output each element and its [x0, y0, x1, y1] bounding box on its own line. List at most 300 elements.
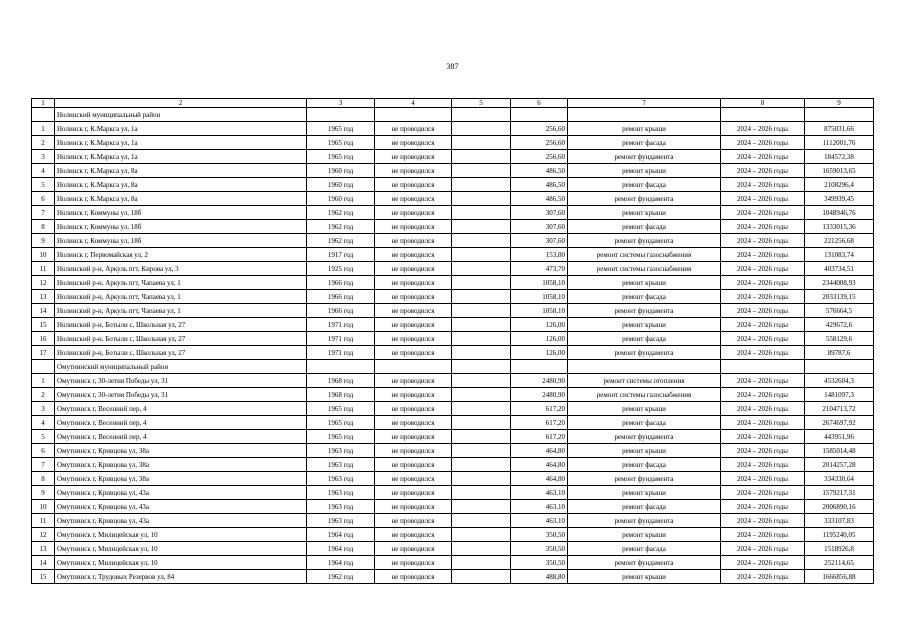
cell-address: Нолинск г, К.Маркса ул, 8а [55, 164, 307, 178]
cell-year: 1963 год [307, 486, 375, 500]
table-row [32, 136, 874, 150]
cell-area: 307,60 [511, 220, 568, 234]
cell-work-type: ремонт фасада [568, 416, 721, 430]
cell-period: 2024 – 2026 годы [721, 304, 805, 318]
cell-index: 8 [32, 472, 55, 486]
cell-work-type: ремонт фундамента [568, 514, 721, 528]
cell-col5 [452, 248, 511, 262]
cell-address: Нолинск г, К.Маркса ул, 8а [55, 192, 307, 206]
column-number-cell: 3 [307, 99, 375, 108]
cell-col5 [452, 150, 511, 164]
cell-col5 [452, 444, 511, 458]
cell-year: 1960 год [307, 192, 375, 206]
cell-year: 1965 год [307, 430, 375, 444]
cell-work-type: ремонт крыши [568, 486, 721, 500]
cell-period: 2024 – 2026 годы [721, 318, 805, 332]
section-header-empty-cell [307, 108, 375, 122]
cell-area: 126,00 [511, 318, 568, 332]
cell-last-repair: не проводился [375, 164, 452, 178]
cell-area: 256,60 [511, 136, 568, 150]
cell-period: 2024 – 2026 годы [721, 206, 805, 220]
cell-last-repair: не проводился [375, 458, 452, 472]
cell-index: 11 [32, 262, 55, 276]
cell-cost: 1666856,88 [805, 570, 874, 584]
cell-year: 1962 год [307, 234, 375, 248]
cell-last-repair: не проводился [375, 178, 452, 192]
cell-area: 486,50 [511, 178, 568, 192]
cell-cost: 1048946,76 [805, 206, 874, 220]
table-row [32, 402, 874, 416]
section-header-empty-cell [452, 108, 511, 122]
cell-index: 12 [32, 528, 55, 542]
cell-index: 11 [32, 514, 55, 528]
cell-cost: 334330,64 [805, 472, 874, 486]
cell-period: 2024 – 2026 годы [721, 122, 805, 136]
cell-area: 307,60 [511, 234, 568, 248]
section-header-empty-cell [721, 108, 805, 122]
cell-area: 464,80 [511, 458, 568, 472]
cell-area: 1058,10 [511, 290, 568, 304]
section-header-empty-cell [511, 360, 568, 374]
cell-index: 15 [32, 570, 55, 584]
cell-period: 2024 – 2026 годы [721, 500, 805, 514]
column-number-cell: 5 [452, 99, 511, 108]
cell-year: 1968 год [307, 374, 375, 388]
cell-col5 [452, 178, 511, 192]
cell-year: 1965 год [307, 136, 375, 150]
cell-area: 617,20 [511, 402, 568, 416]
cell-period: 2024 – 2026 годы [721, 430, 805, 444]
cell-work-type: ремонт фундамента [568, 472, 721, 486]
section-header-empty-cell [568, 360, 721, 374]
cell-cost: 1518926,8 [805, 542, 874, 556]
cell-address: Нолинск г, К.Маркса ул, 1а [55, 150, 307, 164]
cell-work-type: ремонт фундамента [568, 150, 721, 164]
cell-last-repair: не проводился [375, 192, 452, 206]
cell-index: 9 [32, 234, 55, 248]
cell-cost: 875031,66 [805, 122, 874, 136]
cell-period: 2024 – 2026 годы [721, 332, 805, 346]
cell-last-repair: не проводился [375, 388, 452, 402]
cell-col5 [452, 262, 511, 276]
cell-year: 1960 год [307, 178, 375, 192]
cell-address: Нолинский р-н, Аркуль пгт, Чапаева ул, 1 [55, 290, 307, 304]
cell-last-repair: не проводился [375, 262, 452, 276]
cell-year: 1966 год [307, 304, 375, 318]
cell-year: 1963 год [307, 444, 375, 458]
cell-cost: 252114,65 [805, 556, 874, 570]
cell-work-type: ремонт фасада [568, 458, 721, 472]
table-row [32, 528, 874, 542]
table-body [32, 99, 874, 584]
cell-work-type: ремонт фундамента [568, 304, 721, 318]
cell-period: 2024 – 2026 годы [721, 234, 805, 248]
cell-year: 1965 год [307, 122, 375, 136]
table-row [32, 234, 874, 248]
cell-last-repair: не проводился [375, 542, 452, 556]
cell-col5 [452, 136, 511, 150]
cell-index: 9 [32, 486, 55, 500]
cell-year: 1966 год [307, 276, 375, 290]
cell-col5 [452, 192, 511, 206]
cell-year: 1965 год [307, 402, 375, 416]
cell-area: 126,00 [511, 346, 568, 360]
cell-area: 463,10 [511, 514, 568, 528]
cell-area: 473,70 [511, 262, 568, 276]
cell-index: 2 [32, 136, 55, 150]
cell-col5 [452, 388, 511, 402]
cell-work-type: ремонт фасада [568, 542, 721, 556]
cell-address: Нолинск г, К.Маркса ул, 1а [55, 122, 307, 136]
cell-area: 463,10 [511, 500, 568, 514]
table-row [32, 332, 874, 346]
cell-address: Омутнинск г, Кривцова ул, 38а [55, 472, 307, 486]
cell-address: Омутнинск г, Милицейская ул, 10 [55, 528, 307, 542]
table-row [32, 374, 874, 388]
cell-work-type: ремонт фасада [568, 332, 721, 346]
section-header-empty-cell [452, 360, 511, 374]
cell-work-type: ремонт фасада [568, 178, 721, 192]
cell-col5 [452, 276, 511, 290]
cell-work-type: ремонт системы газоснабжения [568, 248, 721, 262]
cell-index: 10 [32, 248, 55, 262]
cell-address: Омутнинск г, 30-летия Победы ул, 31 [55, 374, 307, 388]
cell-cost: 4532604,3 [805, 374, 874, 388]
cell-year: 1965 год [307, 150, 375, 164]
cell-index: 8 [32, 220, 55, 234]
table-row [32, 472, 874, 486]
cell-last-repair: не проводился [375, 248, 452, 262]
cell-area: 2480,90 [511, 374, 568, 388]
cell-area: 307,60 [511, 206, 568, 220]
cell-year: 1962 год [307, 206, 375, 220]
cell-cost: 349939,45 [805, 192, 874, 206]
table-row [32, 570, 874, 584]
cell-last-repair: не проводился [375, 514, 452, 528]
cell-period: 2024 – 2026 годы [721, 444, 805, 458]
cell-last-repair: не проводился [375, 346, 452, 360]
cell-period: 2024 – 2026 годы [721, 570, 805, 584]
table-row [32, 248, 874, 262]
cell-last-repair: не проводился [375, 318, 452, 332]
column-number-cell: 4 [375, 99, 452, 108]
cell-col5 [452, 402, 511, 416]
cell-index: 3 [32, 402, 55, 416]
repair-register-table [31, 98, 874, 584]
table-row [32, 206, 874, 220]
cell-last-repair: не проводился [375, 444, 452, 458]
cell-year: 1962 год [307, 570, 375, 584]
cell-index: 15 [32, 318, 55, 332]
cell-area: 126,00 [511, 332, 568, 346]
table-row [32, 164, 874, 178]
cell-period: 2024 – 2026 годы [721, 458, 805, 472]
cell-col5 [452, 318, 511, 332]
cell-year: 1917 год [307, 248, 375, 262]
cell-last-repair: не проводился [375, 374, 452, 388]
section-header-row [32, 108, 874, 122]
section-header-empty-cell [307, 360, 375, 374]
table-row [32, 290, 874, 304]
cell-address: Омутнинск г, Трудовых Резервов ул, 84 [55, 570, 307, 584]
cell-year: 1964 год [307, 542, 375, 556]
cell-last-repair: не проводился [375, 234, 452, 248]
cell-cost: 1333015,36 [805, 220, 874, 234]
cell-period: 2024 – 2026 годы [721, 402, 805, 416]
cell-index: 10 [32, 500, 55, 514]
table-row [32, 262, 874, 276]
cell-col5 [452, 374, 511, 388]
cell-col5 [452, 220, 511, 234]
cell-work-type: ремонт фундамента [568, 430, 721, 444]
cell-area: 350,50 [511, 528, 568, 542]
cell-address: Нолинск г, Коммуны ул, 18б [55, 220, 307, 234]
cell-area: 2480,90 [511, 388, 568, 402]
cell-year: 1966 год [307, 290, 375, 304]
cell-work-type: ремонт крыши [568, 570, 721, 584]
cell-cost: 1659013,65 [805, 164, 874, 178]
cell-work-type: ремонт системы газоснабжения [568, 388, 721, 402]
cell-cost: 1112001,76 [805, 136, 874, 150]
cell-cost: 2108296,4 [805, 178, 874, 192]
cell-col5 [452, 528, 511, 542]
cell-year: 1963 год [307, 472, 375, 486]
cell-address: Нолинск г, Коммуны ул, 18б [55, 206, 307, 220]
cell-period: 2024 – 2026 годы [721, 374, 805, 388]
table-row [32, 542, 874, 556]
cell-year: 1963 год [307, 458, 375, 472]
cell-cost: 1579217,31 [805, 486, 874, 500]
cell-period: 2024 – 2026 годы [721, 416, 805, 430]
cell-address: Омутнинск г, Кривцова ул, 38а [55, 444, 307, 458]
cell-period: 2024 – 2026 годы [721, 514, 805, 528]
cell-last-repair: не проводился [375, 402, 452, 416]
section-header-empty-cell [721, 360, 805, 374]
cell-address: Нолинск г, Коммуны ул, 18б [55, 234, 307, 248]
cell-col5 [452, 458, 511, 472]
cell-area: 350,50 [511, 556, 568, 570]
cell-area: 464,80 [511, 472, 568, 486]
cell-cost: 2104713,72 [805, 402, 874, 416]
cell-index: 17 [32, 346, 55, 360]
cell-area: 617,20 [511, 430, 568, 444]
cell-address: Нолинский р-н, Аркуль пгт, Чапаева ул, 1 [55, 304, 307, 318]
cell-area: 463,10 [511, 486, 568, 500]
column-number-cell: 2 [55, 99, 307, 108]
cell-area: 488,80 [511, 570, 568, 584]
cell-cost: 221256,68 [805, 234, 874, 248]
cell-index: 13 [32, 542, 55, 556]
cell-index: 6 [32, 444, 55, 458]
cell-work-type: ремонт крыши [568, 122, 721, 136]
cell-cost: 2006890,16 [805, 500, 874, 514]
cell-index: 6 [32, 192, 55, 206]
cell-work-type: ремонт крыши [568, 444, 721, 458]
cell-cost: 2344008,93 [805, 276, 874, 290]
cell-address: Нолинский р-н, Ботыли с, Школьная ул, 27 [55, 346, 307, 360]
cell-work-type: ремонт крыши [568, 402, 721, 416]
table-row [32, 122, 874, 136]
cell-col5 [452, 570, 511, 584]
cell-last-repair: не проводился [375, 500, 452, 514]
cell-cost: 429672,6 [805, 318, 874, 332]
cell-last-repair: не проводился [375, 304, 452, 318]
cell-work-type: ремонт системы газоснабжения [568, 262, 721, 276]
cell-cost: 1195240,05 [805, 528, 874, 542]
cell-col5 [452, 500, 511, 514]
cell-index: 5 [32, 178, 55, 192]
table-row [32, 276, 874, 290]
cell-address: Нолинский р-н, Ботыли с, Школьная ул, 27 [55, 318, 307, 332]
cell-address: Омутнинск г, Весенний пер, 4 [55, 416, 307, 430]
cell-index: 1 [32, 122, 55, 136]
section-header-empty-cell [568, 108, 721, 122]
cell-index: 7 [32, 206, 55, 220]
cell-area: 1058,10 [511, 304, 568, 318]
column-number-cell: 6 [511, 99, 568, 108]
cell-col5 [452, 430, 511, 444]
cell-col5 [452, 304, 511, 318]
table-row [32, 514, 874, 528]
cell-col5 [452, 164, 511, 178]
cell-address: Нолинск г, Первомайская ул, 2 [55, 248, 307, 262]
cell-address: Омутнинск г, Милицейская ул, 10 [55, 556, 307, 570]
cell-index: 14 [32, 556, 55, 570]
cell-year: 1964 год [307, 528, 375, 542]
cell-col5 [452, 290, 511, 304]
cell-area: 256,60 [511, 150, 568, 164]
cell-col5 [452, 234, 511, 248]
cell-cost: 403734,51 [805, 262, 874, 276]
cell-address: Нолинский р-н, Аркуль пгт, Чапаева ул, 1 [55, 276, 307, 290]
cell-cost: 2014257,28 [805, 458, 874, 472]
page-number: 387 [446, 62, 459, 71]
cell-work-type: ремонт фасада [568, 220, 721, 234]
cell-period: 2024 – 2026 годы [721, 262, 805, 276]
cell-work-type: ремонт крыши [568, 276, 721, 290]
table-row [32, 430, 874, 444]
cell-address: Омутнинск г, Кривцова ул, 43а [55, 500, 307, 514]
cell-index: 4 [32, 416, 55, 430]
cell-col5 [452, 542, 511, 556]
cell-last-repair: не проводился [375, 472, 452, 486]
cell-address: Омутнинск г, 30-летия Победы ул, 31 [55, 388, 307, 402]
cell-index: 5 [32, 430, 55, 444]
cell-cost: 2033139,15 [805, 290, 874, 304]
cell-period: 2024 – 2026 годы [721, 150, 805, 164]
cell-address: Омутнинск г, Весенний пер, 4 [55, 430, 307, 444]
cell-address: Омутнинск г, Милицейская ул, 10 [55, 542, 307, 556]
cell-work-type: ремонт системы отопления [568, 374, 721, 388]
cell-last-repair: не проводился [375, 416, 452, 430]
cell-area: 153,80 [511, 248, 568, 262]
table-row [32, 416, 874, 430]
section-header-row [32, 360, 874, 374]
cell-work-type: ремонт фасада [568, 500, 721, 514]
cell-col5 [452, 472, 511, 486]
cell-address: Омутнинск г, Кривцова ул, 43а [55, 514, 307, 528]
cell-last-repair: не проводился [375, 556, 452, 570]
cell-last-repair: не проводился [375, 570, 452, 584]
table-row [32, 444, 874, 458]
table-row [32, 318, 874, 332]
cell-address: Нолинский р-н, Аркуль пгт, Кирова ул, 3 [55, 262, 307, 276]
cell-cost: 443951,96 [805, 430, 874, 444]
cell-period: 2024 – 2026 годы [721, 178, 805, 192]
cell-year: 1964 год [307, 556, 375, 570]
cell-year: 1962 год [307, 220, 375, 234]
section-header-empty-cell [511, 108, 568, 122]
section-header-empty-cell [32, 108, 55, 122]
cell-year: 1965 год [307, 416, 375, 430]
cell-last-repair: не проводился [375, 332, 452, 346]
cell-address: Нолинск г, К.Маркса ул, 1а [55, 136, 307, 150]
cell-area: 617,20 [511, 416, 568, 430]
cell-cost: 558129,6 [805, 332, 874, 346]
cell-work-type: ремонт фундамента [568, 346, 721, 360]
column-number-cell: 9 [805, 99, 874, 108]
cell-index: 1 [32, 374, 55, 388]
cell-area: 486,50 [511, 164, 568, 178]
cell-area: 1058,10 [511, 276, 568, 290]
section-header-empty-cell [805, 360, 874, 374]
cell-work-type: ремонт фасада [568, 290, 721, 304]
cell-cost: 1585014,48 [805, 444, 874, 458]
section-header-empty-cell [375, 360, 452, 374]
section-header-empty-cell [32, 360, 55, 374]
cell-last-repair: не проводился [375, 136, 452, 150]
cell-area: 486,50 [511, 192, 568, 206]
cell-last-repair: не проводился [375, 290, 452, 304]
cell-year: 1968 год [307, 388, 375, 402]
cell-work-type: ремонт фасада [568, 136, 721, 150]
section-title: Нолинский муниципальный район [55, 108, 307, 122]
cell-last-repair: не проводился [375, 528, 452, 542]
cell-last-repair: не проводился [375, 206, 452, 220]
cell-col5 [452, 486, 511, 500]
cell-period: 2024 – 2026 годы [721, 192, 805, 206]
cell-cost: 576664,5 [805, 304, 874, 318]
cell-address: Нолинск г, К.Маркса ул, 8а [55, 178, 307, 192]
cell-period: 2024 – 2026 годы [721, 388, 805, 402]
table-row [32, 388, 874, 402]
cell-index: 12 [32, 276, 55, 290]
cell-cost: 2674697,92 [805, 416, 874, 430]
cell-cost: 1481097,3 [805, 388, 874, 402]
cell-period: 2024 – 2026 годы [721, 276, 805, 290]
cell-area: 464,80 [511, 444, 568, 458]
cell-last-repair: не проводился [375, 220, 452, 234]
cell-col5 [452, 332, 511, 346]
cell-period: 2024 – 2026 годы [721, 248, 805, 262]
cell-period: 2024 – 2026 годы [721, 472, 805, 486]
cell-year: 1960 год [307, 164, 375, 178]
cell-year: 1963 год [307, 514, 375, 528]
cell-work-type: ремонт крыши [568, 528, 721, 542]
cell-address: Омутнинск г, Кривцова ул, 38а [55, 458, 307, 472]
cell-cost: 89787,6 [805, 346, 874, 360]
table-row [32, 178, 874, 192]
cell-area: 350,50 [511, 542, 568, 556]
cell-col5 [452, 514, 511, 528]
cell-last-repair: не проводился [375, 276, 452, 290]
cell-period: 2024 – 2026 годы [721, 528, 805, 542]
cell-index: 2 [32, 388, 55, 402]
table-row [32, 304, 874, 318]
table-row [32, 556, 874, 570]
cell-work-type: ремонт фундамента [568, 234, 721, 248]
cell-year: 1971 год [307, 346, 375, 360]
